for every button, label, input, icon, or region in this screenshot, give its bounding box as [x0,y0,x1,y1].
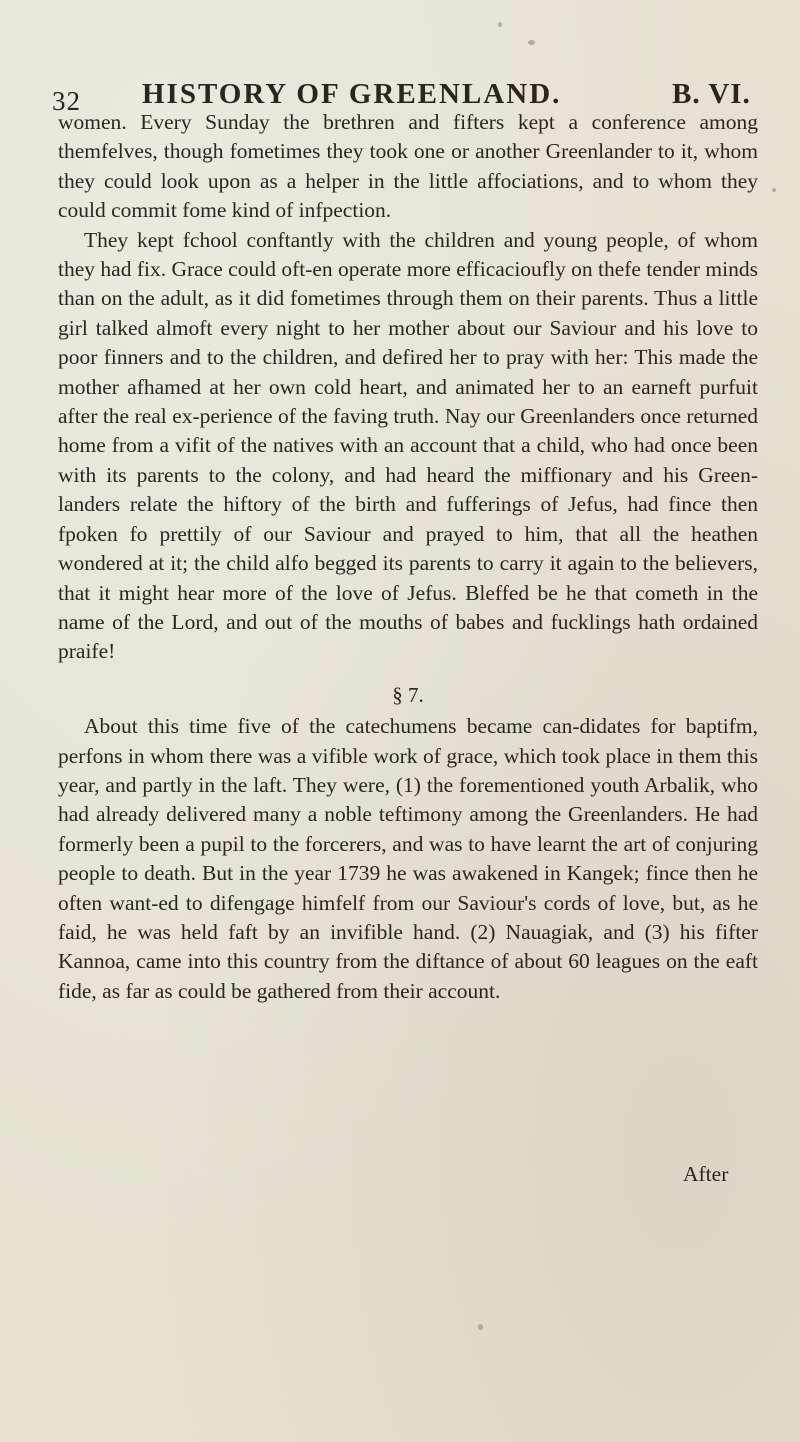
running-title: HISTORY OF GREENLAND. [142,78,562,110]
body-text [58,108,758,1006]
paragraph-school: They kept fchool conftantly with the children and young people, of whom they had fix. Grace could oft-en operate more efficacioufly on thefe tender minds than on the adult, as it did fometimes through them on their parents. Thus a little girl talked almoft every night to her mother about our Saviour and his love to poor finners and to the children, and defired her to pray with her: This made the mother afhamed at her own cold heart, and animated her to an earneft purfuit after the real ex-perience of the faving truth. Nay our Greenlanders once returned home from a vifit of the natives with an account that a child, who had once been with its parents to the colony, and had heard the miffionary and his Green-landers relate the hiftory of the birth and fufferings of Jefus, had fince then fpoken fo prettily of our Saviour and prayed to him, that all the heathen wondered at it; the child alfo begged its parents to carry it again to the believers, that it might hear more of the love of Jefus. Bleffed be he that cometh in the name of the Lord, and out of the mouths of babes and fucklings hath ordained praife! [58,227,758,664]
paper-speck [772,188,776,192]
section-mark: § 7. [392,682,424,707]
paragraph-catechumens: About this time five of the catechumens became can-didates for baptifm, perfons in whom there was a vifible work of grace, which took place in them this year, and partly in the laft. They were, (1) the forementioned youth Arbalik, who had already delivered many a noble teftimony among the Greenlanders. He had formerly been a pupil to the forcerers, and was to have learnt the art of conjuring people to death. But in the year 1739 he was awakened in Kangek; fince then he often want-ed to difengage himfelf from our Saviour's cords of love, but, as he faid, he was held faft by an invifible hand. (2) Nauagiak, and (3) his fifter Kannoa, came into this country from the diftance of about 60 leagues on the eaft fide, as far as could be gathered from their account. [58,714,758,1003]
catchword: After [683,1162,729,1186]
paper-speck [528,40,535,45]
page-number: 32 [52,86,81,116]
paper-speck [498,22,502,27]
paragraph-women: women. Every Sunday the brethren and fifters kept a conference among themfelves, though fometimes they took one or another Greenlander to it, whom they could look upon as a helper in the little affociations, and to whom they could commit fome kind of infpection. [58,110,758,223]
book-number: B. VI. [672,78,751,110]
paper-speck [478,1324,483,1330]
